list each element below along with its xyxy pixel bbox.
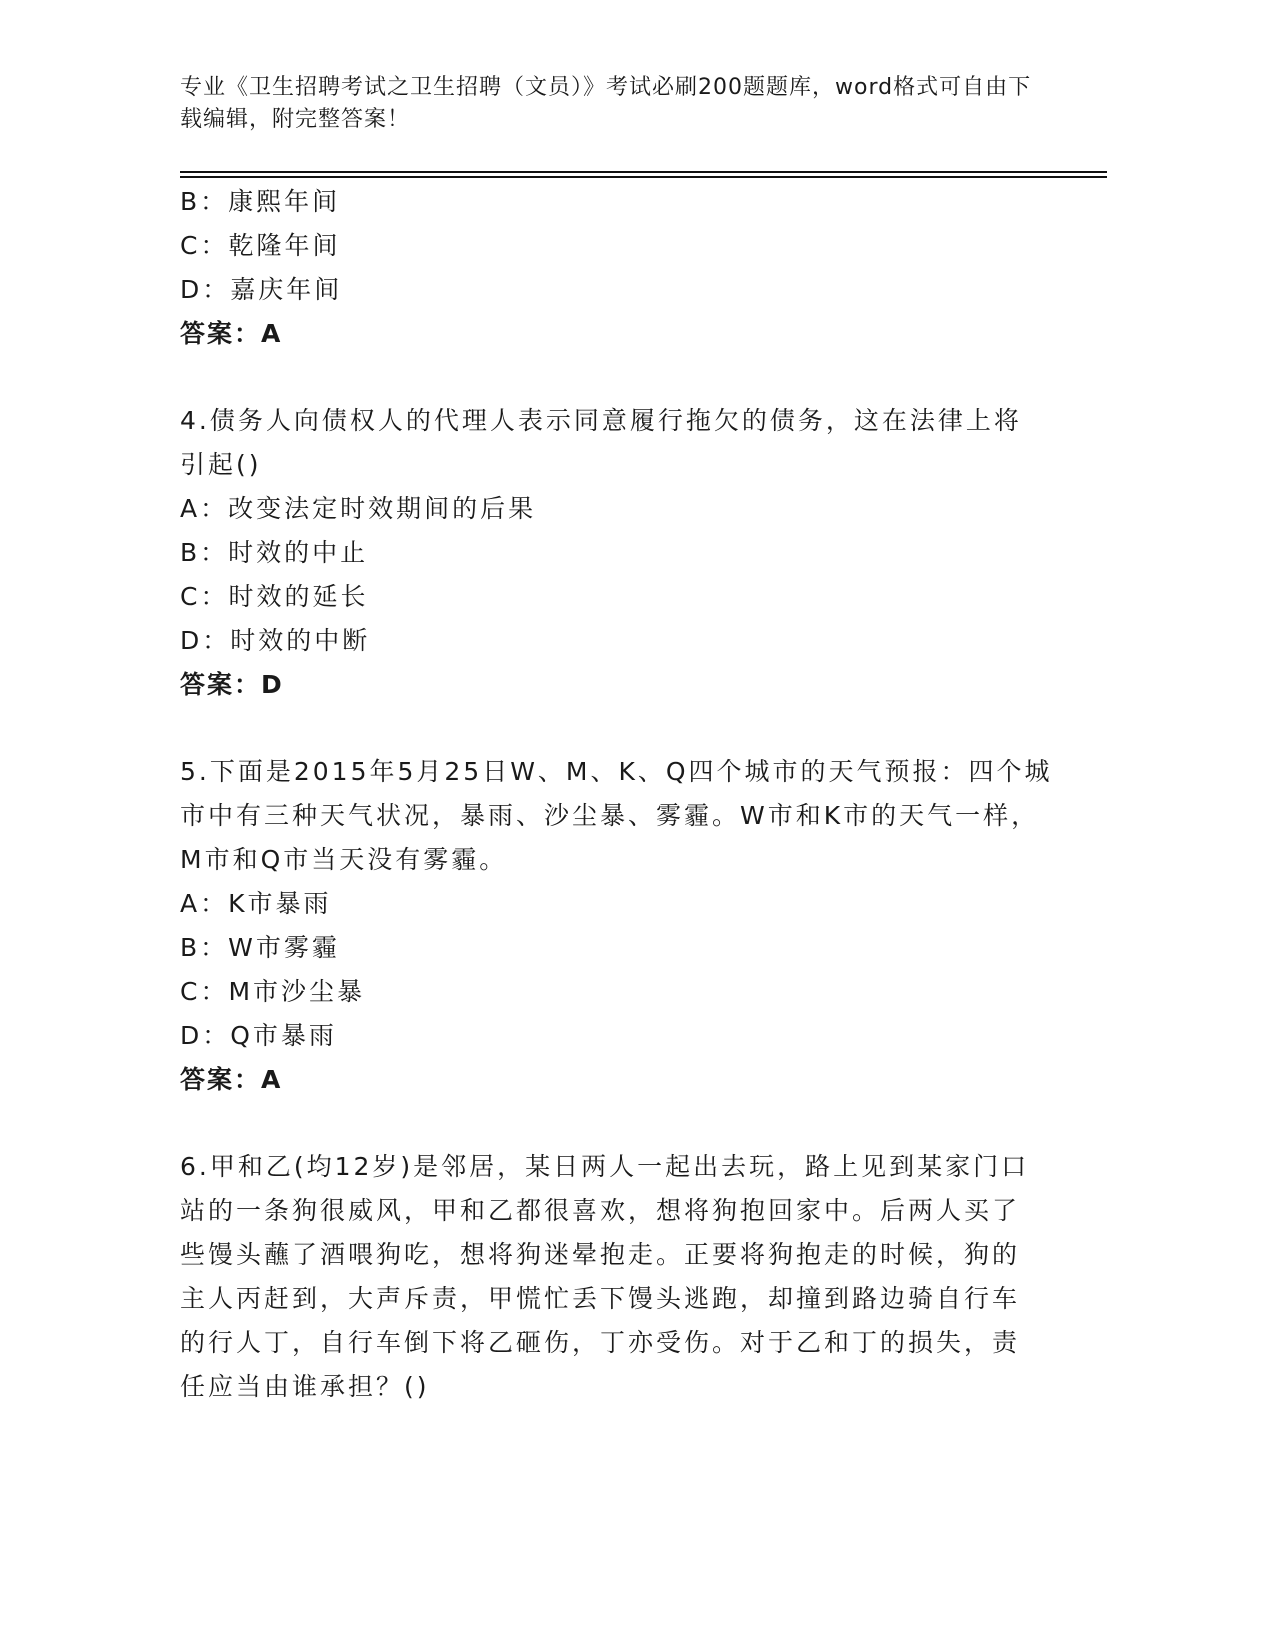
option-d: D：时效的中断 — [180, 626, 371, 655]
question-stem-line: 引起() — [180, 450, 262, 479]
option-b: B：康熙年间 — [180, 187, 341, 216]
question-5 — [180, 750, 1053, 1102]
option-a: A：改变法定时效期间的后果 — [180, 494, 537, 523]
question-spacer — [180, 707, 1050, 750]
question-4 — [180, 399, 1050, 707]
header-rule-bottom — [180, 176, 1107, 178]
answer-label: 答案：A — [180, 1065, 283, 1094]
question-stem-line: 主人丙赶到，大声斥责，甲慌忙丢下馒头逃跑，却撞到路边骑自行车 — [180, 1284, 1021, 1313]
document-header: 专业《卫生招聘考试之卫生招聘（文员）》考试必刷200题题库，word格式可自由下载编辑，附完整答案！ — [180, 75, 1032, 132]
option-d: D：Q市暴雨 — [180, 1021, 337, 1050]
question-stem-line: 些馒头蘸了酒喂狗吃，想将狗迷晕抱走。正要将狗抱走的时候，狗的 — [180, 1240, 1021, 1269]
document-page — [180, 0, 1110, 1650]
header-rule-top — [180, 171, 1107, 173]
option-c: C：乾隆年间 — [180, 231, 341, 260]
question-stem-line: 6.甲和乙(均12岁)是邻居，某日两人一起出去玩，路上见到某家门口 — [180, 1152, 1030, 1181]
option-c: C：M市沙尘暴 — [180, 977, 366, 1006]
question-stem-line: 5.下面是2015年5月25日W、M、K、Q四个城市的天气预报：四个城 — [180, 757, 1053, 786]
option-c: C：时效的延长 — [180, 582, 369, 611]
question-3 — [180, 180, 1050, 356]
option-d: D：嘉庆年间 — [180, 275, 343, 304]
question-stem-line: 站的一条狗很威风，甲和乙都很喜欢，想将狗抱回家中。后两人买了 — [180, 1196, 1021, 1225]
question-spacer — [180, 356, 1050, 399]
option-b: B：W市雾霾 — [180, 933, 340, 962]
question-stem-line: 4.债务人向债权人的代理人表示同意履行拖欠的债务，这在法律上将 — [180, 406, 1022, 435]
question-stem-line: M市和Q市当天没有雾霾。 — [180, 845, 508, 874]
answer-label: 答案：D — [180, 670, 284, 699]
answer-label: 答案：A — [180, 319, 283, 348]
question-stem-line: 市中有三种天气状况，暴雨、沙尘暴、雾霾。W市和K市的天气一样， — [180, 801, 1040, 830]
question-spacer — [180, 1102, 1050, 1145]
question-6 — [180, 1145, 1050, 1409]
question-stem-line: 的行人丁，自行车倒下将乙砸伤，丁亦受伤。对于乙和丁的损失，责 — [180, 1328, 1021, 1357]
option-b: B：时效的中止 — [180, 538, 369, 567]
question-list — [180, 180, 1053, 1409]
option-a: A：K市暴雨 — [180, 889, 332, 918]
question-stem-line: 任应当由谁承担？() — [180, 1372, 430, 1401]
